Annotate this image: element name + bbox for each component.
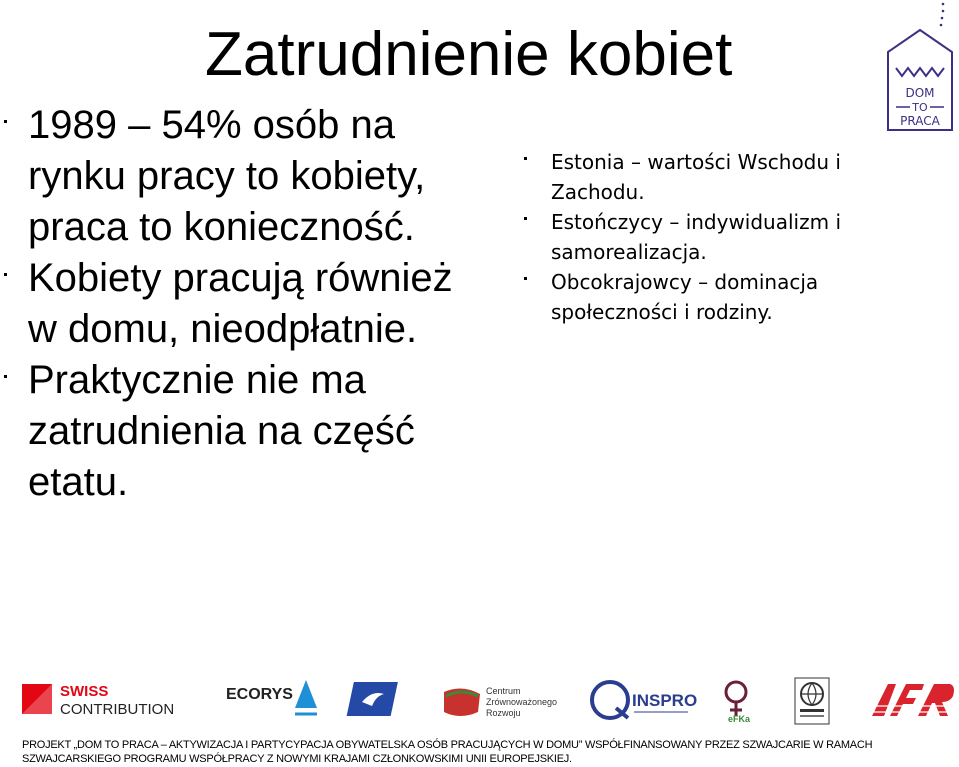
bullet-dot-icon (524, 277, 527, 280)
project-footer-text: PROJEKT „DOM TO PRACA – AKTYWIZACJA I PARTYCYPACJA OBYWATELSKA OSÓB PRACUJĄCYCH W DOMU” WSPÓŁFINANSOWANY PRZEZ SZWAJCARIE W RAMACH SZWAJCARSKIEGO PROGRAMU WSPÓŁPRACY Z NOWYMI KRAJAMI CZŁONKOWSKIMI UNII EUROPEJSKIEJ. (22, 739, 873, 765)
right-bullet-2 (520, 207, 920, 267)
bullet-dot-icon (524, 217, 527, 220)
right-bullet-text: Obcokrajowcy – dominacja społeczności i rodziny. (551, 270, 819, 324)
slide-title: Zatrudnienie kobiet (205, 20, 733, 89)
right-bullet-3 (520, 267, 920, 327)
swiss-logo-text: SWISS (60, 683, 109, 700)
centrum-line-2: Zrównoważonego (486, 697, 558, 707)
logo-text-to: TO (912, 101, 928, 114)
bullet-dot-icon (4, 375, 7, 378)
efka-logo (726, 682, 751, 724)
swiss-contribution-logo (22, 683, 174, 718)
right-bullet-text: Estonia – wartości Wschodu i Zachodu. (551, 150, 841, 204)
bird-foundation-logo (347, 682, 398, 716)
left-bullet-text: Praktycznie nie ma zatrudnienia na część etatu. (28, 358, 415, 504)
centrum-zrownowazonego-rozwoju-logo (444, 686, 557, 718)
left-bullet-2 (0, 253, 470, 355)
centrum-line-3: Rozwoju (486, 708, 521, 718)
people-to-people-logo (795, 678, 829, 724)
efka-logo-text: eFKa (728, 714, 751, 724)
right-bullet-text: Estończycy – indywidualizm i samorealizacja. (551, 210, 841, 264)
right-bullet-1 (520, 147, 920, 207)
left-bullet-3 (0, 355, 470, 508)
ecorys-logo (226, 680, 317, 714)
ecorys-logo-text: ECORYS (226, 686, 293, 703)
left-bullet-1 (0, 100, 470, 253)
afr-logo (872, 684, 956, 716)
left-bullet-text: Kobiety pracują również w domu, nieodpłatnie. (28, 256, 453, 351)
inspro-logo-text: INSPRO (632, 691, 698, 710)
bullet-dot-icon (4, 120, 7, 123)
right-bullet-list (520, 147, 920, 327)
centrum-line-1: Centrum (486, 686, 521, 696)
inspro-logo (592, 682, 697, 718)
bullet-dot-icon (524, 157, 527, 160)
logo-text-praca: PRACA (900, 114, 940, 128)
partner-logos-strip (0, 672, 959, 732)
dom-to-praca-logo (880, 0, 959, 135)
bullet-dot-icon (4, 273, 7, 276)
logo-text-dom: DOM (905, 86, 935, 100)
contribution-logo-text: CONTRIBUTION (60, 701, 175, 718)
left-bullet-list (0, 100, 470, 508)
left-bullet-text: 1989 – 54% osób na rynku pracy to kobiety, praca to konieczność. (28, 103, 426, 249)
